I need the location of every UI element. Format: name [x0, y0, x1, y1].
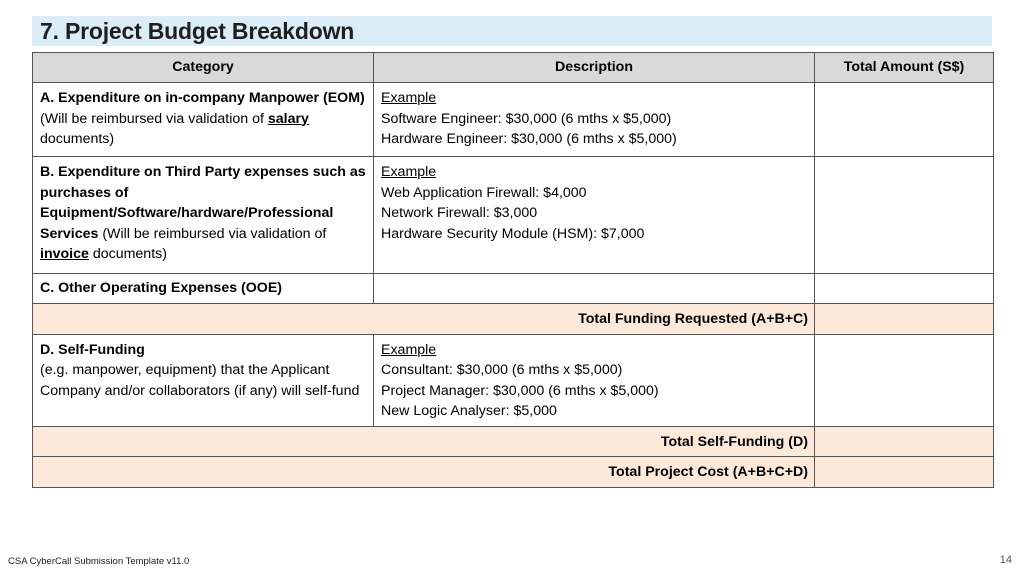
- row-c: [33, 274, 994, 304]
- row-a-category-note2: documents): [40, 131, 115, 147]
- total-project-cost-amount-cell[interactable]: [815, 457, 994, 488]
- row-a-description[interactable]: [374, 83, 815, 157]
- row-b-category-note1: (Will be reimbursed via validation of: [98, 225, 327, 242]
- row-b-category-doc: invoice: [40, 246, 89, 262]
- row-b-category-note2: documents): [88, 246, 167, 262]
- page-title: 7. Project Budget Breakdown: [40, 17, 355, 44]
- row-c-amount-cell[interactable]: [815, 274, 994, 304]
- total-project-cost-row: [33, 457, 994, 488]
- row-a-amount-cell[interactable]: [815, 83, 994, 157]
- row-a-example-line: Hardware Engineer: $30,000 (6 mths x $5,000): [381, 131, 677, 147]
- row-a-category-title: A. Expenditure on in-company Manpower (EOM): [40, 90, 365, 106]
- total-self-funding-amount-cell[interactable]: [815, 426, 994, 457]
- title-bar: [32, 16, 992, 46]
- row-a-category-note1: (Will be reimbursed via validation of: [40, 110, 268, 127]
- row-b-category-title: B. Expenditure on Third Party expenses such as purchases of Equipment/Software/hardware/Professional Services: [40, 164, 366, 242]
- row-b-example-line: Network Firewall: $3,000: [381, 205, 538, 221]
- row-d-example-line: New Logic Analyser: $5,000: [381, 403, 557, 419]
- row-c-category: C. Other Operating Expenses (OOE): [33, 274, 374, 304]
- header-total-amount: Total Amount (S$): [815, 53, 994, 83]
- row-c-description[interactable]: [374, 274, 815, 304]
- row-a-category: [33, 83, 374, 157]
- page-number: 14: [999, 554, 1012, 566]
- total-project-cost-label: Total Project Cost (A+B+C+D): [33, 457, 815, 488]
- row-b-amount-cell[interactable]: [815, 157, 994, 274]
- row-d-category-title: D. Self-Funding: [40, 341, 145, 358]
- row-d-category: [33, 334, 374, 426]
- row-d: [33, 334, 994, 426]
- row-d-category-note: (e.g. manpower, equipment) that the Applicant Company and/or collaborators (if any) will self-fund: [40, 362, 360, 399]
- row-b-category: [33, 157, 374, 274]
- total-funding-amount-cell[interactable]: [815, 304, 994, 335]
- total-funding-row: [33, 304, 994, 335]
- header-category: Category: [33, 53, 374, 83]
- row-b-description[interactable]: [374, 157, 815, 274]
- row-d-amount-cell[interactable]: [815, 334, 994, 426]
- row-b-example-line: Web Application Firewall: $4,000: [381, 184, 587, 201]
- row-a: [33, 83, 994, 157]
- row-b-example-heading: Example: [381, 164, 437, 180]
- row-a-example-heading: Example: [381, 90, 437, 106]
- total-self-funding-row: [33, 426, 994, 457]
- budget-table: [32, 52, 994, 488]
- row-d-description[interactable]: [374, 334, 815, 426]
- row-a-category-doc: salary: [267, 110, 309, 127]
- row-b: [33, 157, 994, 274]
- total-funding-label: Total Funding Requested (A+B+C): [33, 304, 815, 335]
- total-self-funding-label: Total Self-Funding (D): [33, 426, 815, 457]
- row-d-example-heading: Example: [381, 341, 437, 358]
- footer-template-name: CSA CyberCall Submission Template v11.0: [8, 556, 190, 567]
- header-row: [33, 53, 994, 83]
- row-d-example-line: Project Manager: $30,000 (6 mths x $5,000): [381, 382, 659, 399]
- header-description: Description: [374, 53, 815, 83]
- row-a-example-line: Software Engineer: $30,000 (6 mths x $5,000): [381, 110, 672, 127]
- row-b-example-line: Hardware Security Module (HSM): $7,000: [381, 225, 645, 242]
- row-d-example-line: Consultant: $30,000 (6 mths x $5,000): [381, 362, 623, 378]
